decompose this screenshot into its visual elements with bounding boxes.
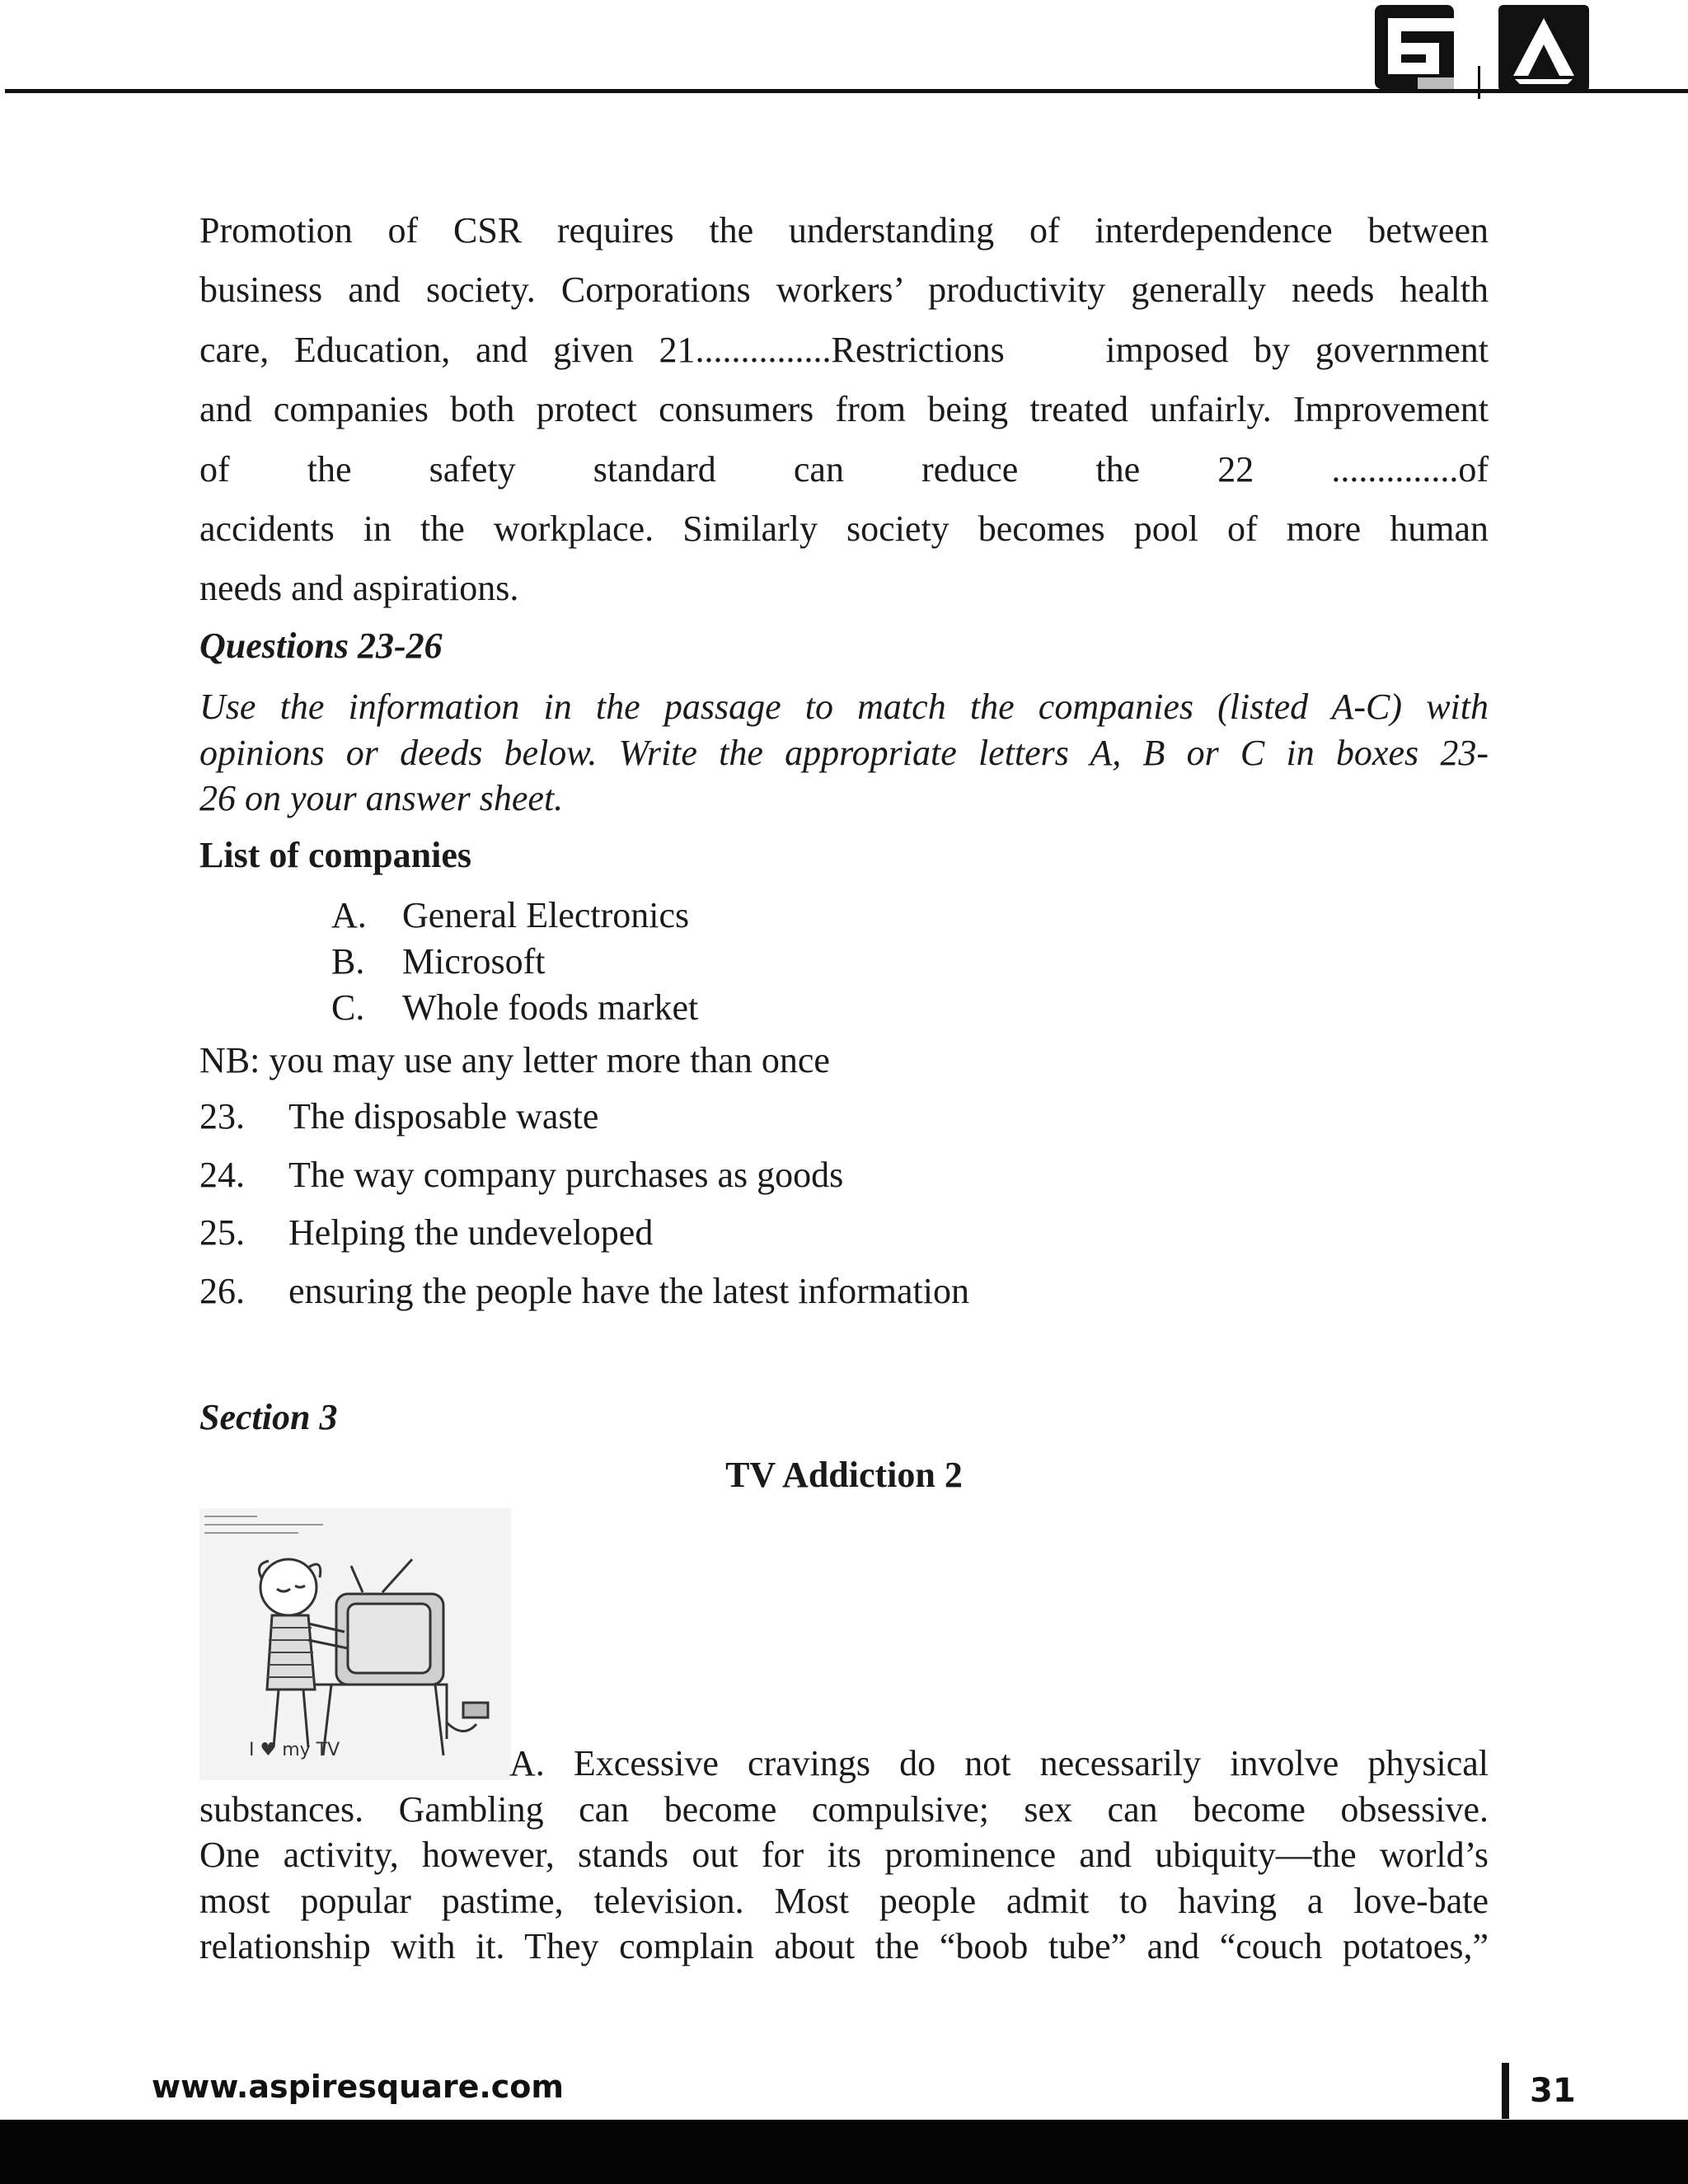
company-name: General Electronics — [402, 895, 690, 935]
article-line: relationship with it. They complain about the “boob tube” and “couch potatoes,” — [199, 1926, 1489, 1966]
question-item — [199, 1156, 969, 1195]
passage-line: needs and aspirations. — [199, 568, 519, 609]
instruction-line: Use the information in the passage to match the companies (listed A-C) with — [199, 687, 1489, 727]
footer-url: www.aspiresquare.com — [152, 2069, 565, 2105]
question-text: The way company purchases as goods — [288, 1154, 844, 1195]
article-title-text: TV Addiction 2 — [725, 1455, 963, 1495]
instruction-line: 26 on your answer sheet. — [199, 778, 564, 818]
footer-divider — [1502, 2063, 1509, 2119]
article-line: most popular pastime, television. Most people admit to having a love-bate — [199, 1880, 1489, 1921]
question-item — [199, 1272, 969, 1311]
article-line: One activity, however, stands out for its prominence and ubiquity—the world’s — [199, 1835, 1489, 1875]
company-item — [331, 985, 698, 1031]
company-name: Whole foods market — [402, 987, 699, 1028]
article-paragraph — [199, 1741, 1489, 1970]
passage-line: accidents in the workplace. Similarly society becomes pool of more human — [199, 508, 1489, 549]
passage-line: care, Education, and given 21...............Restrictions imposed by government — [199, 329, 1489, 370]
questions-heading: Questions 23-26 — [199, 626, 443, 666]
question-text: The disposable waste — [288, 1096, 599, 1137]
company-item — [331, 893, 698, 939]
instruction-line: opinions or deeds below. Write the appropriate letters A, B or C in boxes 23- — [199, 732, 1489, 773]
brand-a-logo-icon — [1498, 5, 1589, 91]
note-text: NB: you may use any letter more than once — [199, 1040, 830, 1080]
article-title — [0, 1454, 1688, 1496]
companies-list-title: List of companies — [199, 835, 471, 875]
company-letter: B. — [331, 941, 365, 982]
page-number: 31 — [1530, 2072, 1576, 2110]
question-number: 23. — [199, 1096, 245, 1137]
question-item — [199, 1098, 969, 1137]
passage-paragraph — [199, 201, 1489, 619]
logo-separator — [1478, 66, 1480, 99]
question-text: ensuring the people have the latest information — [288, 1271, 969, 1312]
questions-instruction — [199, 684, 1489, 822]
company-letter: A. — [331, 895, 367, 935]
passage-line: and companies both protect consumers from being treated unfairly. Improvement — [199, 389, 1489, 430]
company-name: Microsoft — [402, 941, 546, 982]
tv-cartoon-icon — [199, 1508, 511, 1780]
question-number: 26. — [199, 1271, 245, 1312]
section-label: Section 3 — [199, 1397, 338, 1437]
footer-band — [0, 2120, 1688, 2184]
company-item — [331, 939, 698, 985]
company-letter: C. — [331, 987, 365, 1028]
question-item — [199, 1214, 969, 1253]
passage-line: business and society. Corporations workers’ productivity generally needs health — [199, 269, 1489, 311]
passage-line: Promotion of CSR requires the understanding of interdependence between — [199, 210, 1489, 251]
question-number: 25. — [199, 1212, 245, 1254]
question-list — [199, 1098, 969, 1311]
article-line: substances. Gambling can become compulsive; sex can become obsessive. — [199, 1788, 1489, 1830]
passage-line: of the safety standard can reduce the 22 ..............of — [199, 448, 1489, 490]
svg-text:I ♥ my TV: I ♥ my TV — [249, 1740, 340, 1760]
article-line: A. Excessive cravings do not necessarily involve physical — [509, 1743, 1489, 1783]
companies-list — [331, 893, 698, 1031]
question-text: Helping the undeveloped — [288, 1212, 654, 1254]
brand-g-logo-icon — [1372, 2, 1461, 92]
header-rule — [5, 89, 1688, 93]
question-number: 24. — [199, 1154, 245, 1195]
